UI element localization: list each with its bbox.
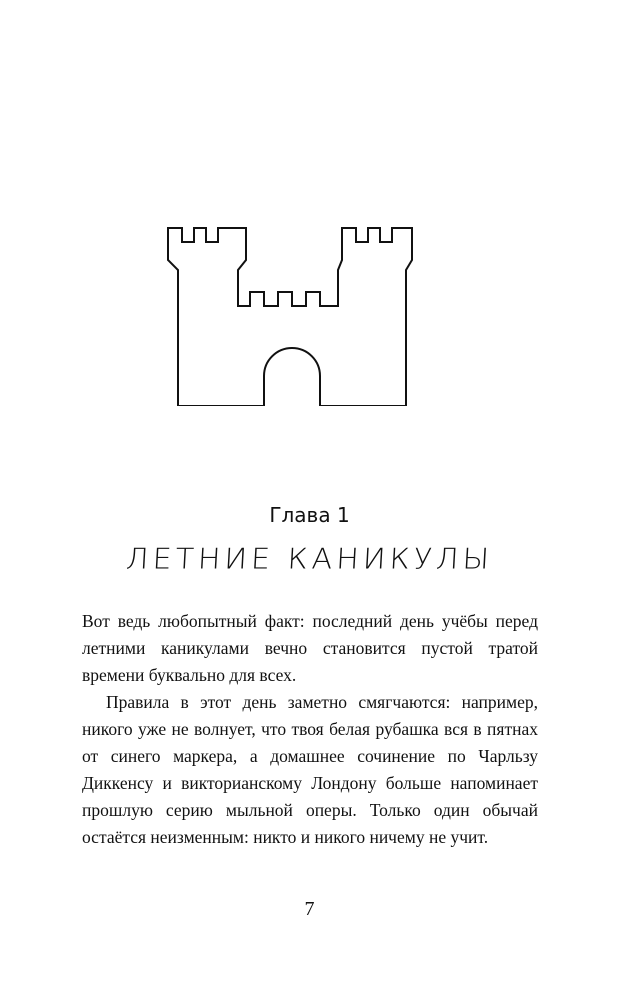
chapter-title: ЛЕТНИЕ КАНИКУЛЫ xyxy=(125,542,494,577)
body-text xyxy=(82,608,538,851)
chapter-label: Глава 1 xyxy=(269,503,350,527)
page-number: 7 xyxy=(304,898,315,920)
castle-icon xyxy=(166,226,414,406)
paragraph-1: Вот ведь любопытный факт: последний день учёбы перед летними каникулами вечно становится пустой тратой времени буквально для всех. xyxy=(82,611,538,685)
paragraph-2: Правила в этот день заметно смягчаются: например, никого уже не волнует, что твоя белая рубашка вся в пятнах от синего маркера, а домашнее сочинение по Чарльзу Диккенсу и викторианскому Лондону больше напоминает прошлую серию мыльной оперы. Только один обычай остаётся неизменным: никто и никого ничему не учит. xyxy=(82,692,538,847)
